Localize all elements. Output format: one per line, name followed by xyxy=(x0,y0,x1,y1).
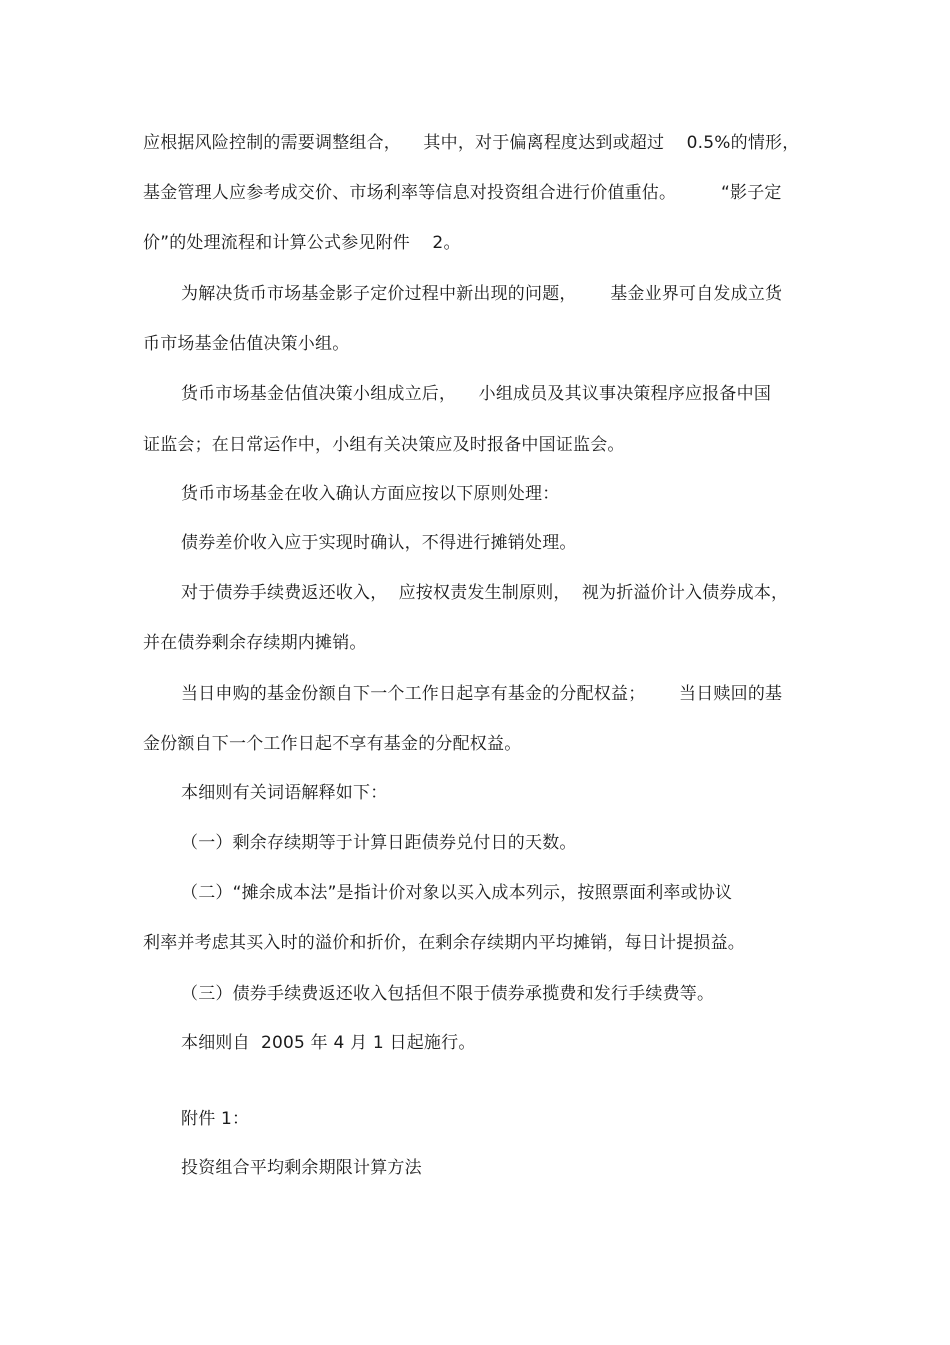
text-line: （一）剩余存续期等于计算日距债券兑付日的天数。 xyxy=(181,833,577,853)
text-line: 债券差价收入应于实现时确认，不得进行摊销处理。 xyxy=(181,533,577,553)
attachment-label: 附件 1： xyxy=(181,1109,250,1129)
text-line: 并在债券剩余存续期内摊销。 xyxy=(143,633,367,653)
text-line: 货币市场基金估值决策小组成立后， 小组成员及其议事决策程序应报备中国 xyxy=(181,384,772,404)
text-line: 本细则有关词语解释如下： xyxy=(181,783,388,803)
text-line: 货币市场基金在收入确认方面应按以下原则处理： xyxy=(181,484,560,504)
text-line: 对于债券手续费返还收入， 应按权责发生制原则， 视为折溢价计入债券成本， xyxy=(181,583,789,603)
text-line: 本细则自 2005 年 4 月 1 日起施行。 xyxy=(181,1033,476,1053)
text-line: 证监会；在日常运作中，小组有关决策应及时报备中国证监会。 xyxy=(143,435,625,455)
text-line: 应根据风险控制的需要调整组合， 其中，对于偏离程度达到或超过 0.5%的情形， xyxy=(143,133,800,153)
text-line: 当日申购的基金份额自下一个工作日起享有基金的分配权益； 当日赎回的基 xyxy=(181,684,783,704)
text-line: 利率并考虑其买入时的溢价和折价，在剩余存续期内平均摊销，每日计提损益。 xyxy=(143,933,745,953)
text-line: 基金管理人应参考成交价、市场利率等信息对投资组合进行价值重估。 “影子定 xyxy=(143,183,782,203)
attachment-title: 投资组合平均剩余期限计算方法 xyxy=(181,1158,422,1178)
text-line: 为解决货币市场基金影子定价过程中新出现的问题， 基金业界可自发成立货 xyxy=(181,284,783,304)
text-line: （二）“摊余成本法”是指计价对象以买入成本列示，按照票面利率或协议 xyxy=(181,883,733,903)
text-line: 金份额自下一个工作日起不享有基金的分配权益。 xyxy=(143,734,522,754)
text-line: （三）债券手续费返还收入包括但不限于债券承揽费和发行手续费等。 xyxy=(181,984,715,1004)
text-line: 价”的处理流程和计算公式参见附件 2。 xyxy=(143,233,461,253)
text-line: 币市场基金估值决策小组。 xyxy=(143,334,350,354)
